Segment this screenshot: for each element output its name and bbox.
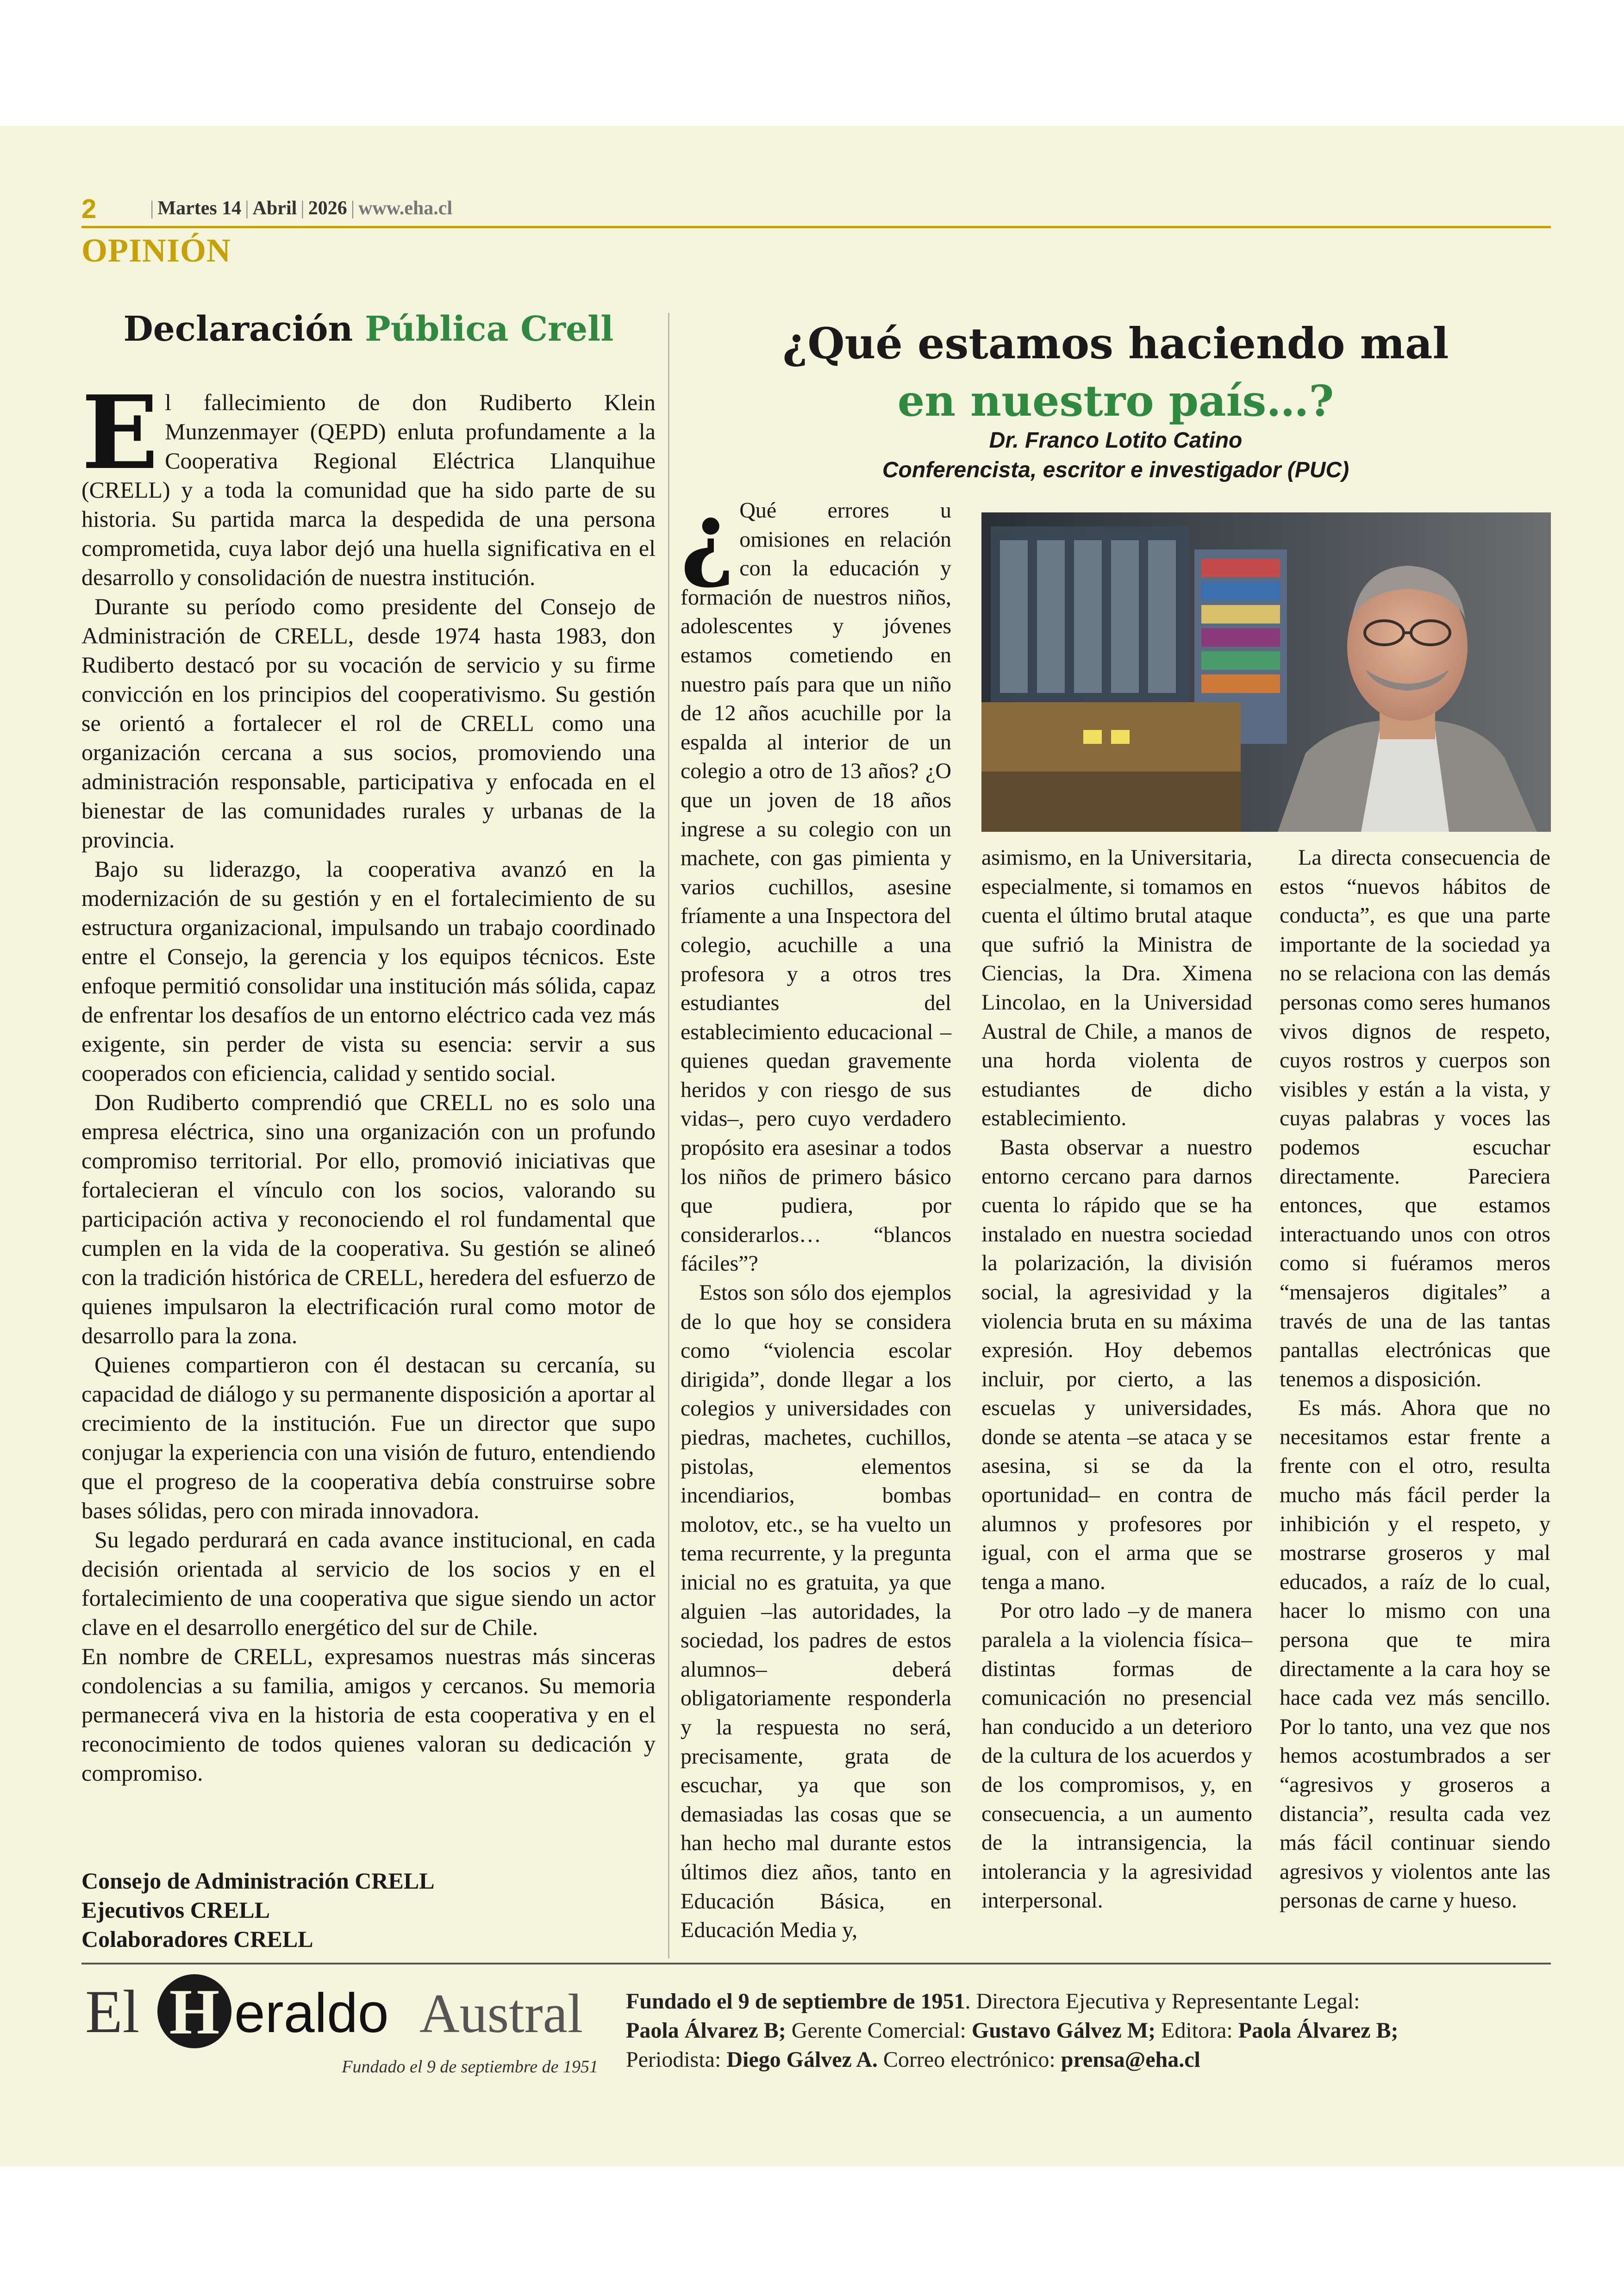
signature-line: Colaboradores CRELL	[81, 1926, 313, 1952]
manager-name: Gustavo Gálvez M;	[971, 2018, 1156, 2043]
paragraph: La directa consecuencia de estos “nuevos hábitos de conducta”, es que una parte importante de la sociedad ya no se relaciona con las demás personas como seres humanos vivos dignos de respeto, cuyos rostros y cuerpos son visibles y están a la vista, y cuyas palabras y voces las podemos escuchar directamente. Pareciera entonces, que estamos interactuando unos con otros como si fuéramos meros “mensajeros digitales” a través de una de las tantas pantallas electrónicas que tenemos a disposición.	[1280, 845, 1550, 1391]
author-photo	[981, 512, 1551, 832]
title-line-1: ¿Qué estamos haciendo mal	[782, 318, 1449, 368]
title-part-2: Pública Crell	[365, 309, 614, 349]
paragraph: En nombre de CRELL, expresamos nuestras más sinceras condolencias a su familia, amigos y cercanos. Su memoria permanecerá viva en la historia de esta cooperativa y en el reconocimiento de todos quienes valoran su dedicación y compromiso.	[81, 1643, 656, 1786]
journalist-name: Diego Gálvez A.	[726, 2047, 878, 2072]
author-role: Conferencista, escritor e investigador (PUC)	[882, 458, 1349, 482]
title-line-2: en nuestro país…?	[897, 376, 1334, 426]
paragraph: Basta observar a nuestro entorno cercano para darnos cuenta lo rápido que se ha instalado en nuestra sociedad la polarización, la división social, la agresividad y la violencia bruta en su máxima expresión. Hoy debemos incluir, por cierto, a las escuelas y universidades, donde se atenta –se ataca y se asesina, si se da la oportunidad– en contra de alumnos y profesores por igual, con el arma que se tenga a mano.	[981, 1135, 1252, 1594]
right-article-title	[681, 315, 1551, 430]
drop-cap: ¿	[681, 483, 735, 592]
paragraph: Qué errores u omisiones en relación con la educación y formación de nuestros niños, adolescentes y jóvenes estamos cometiendo en nuestro país para que un niño de 12 años acuchille por la espalda al interior de un colegio a otro de 13 años? ¿O que un joven de 18 años ingrese a su colegio con un machete, con gas pimienta y varios cuchillos, asesine fríamente a una Inspectora del colegio, acuchille a una profesora y a otros tres estudiantes del establecimiento educacional –quienes quedan gravemente heridos y con riesgo de sus vidas–, pero cuyo verdadero propósito era asesinar a todos los niños de primero básico que pudiera, por considerarlos… “blancos fáciles”?	[681, 498, 951, 1276]
signature-line: Ejecutivos CRELL	[81, 1897, 270, 1923]
article-column-3	[1280, 843, 1550, 1954]
paragraph: Estos son sólo dos ejemplos de lo que hoy se considera como “violencia escolar dirigida”, donde llegar a los colegios y universidades con piedras, machetes, cuchillos, pistolas, elementos incendiarios, bombas molotov, etc., se ha vuelto un tema recurrente, y la pregunta inicial no es gratuita, ya que alguien –las autoridades, la sociedad, los padres de estos alumnos– deberá obligatoriamente responderla y la respuesta no será, precisamente, grata de escuchar, ya que son demasiadas las cosas que se han hecho mal durante estos últimos diez años, tanto en Educación Básica, en Educación Media y,	[681, 1280, 951, 1943]
paragraph: Don Rudiberto comprendió que CRELL no es solo una empresa eléctrica, sino una organización con un profundo compromiso territorial. Por ello, promovió iniciativas que fortalecieran el vínculo con los socios, valorando su participación activa y reconociendo el rol fundamental que cumplen en la vida de la cooperativa. Su gestión se alineó con la tradición histórica de CRELL, heredera del esfuerzo de quienes impulsaron la electrificación rural como motor de desarrollo para la zona.	[81, 1089, 656, 1348]
manager-label: Gerente Comercial:	[791, 2018, 966, 2043]
paragraph: Bajo su liderazgo, la cooperativa avanzó en la modernización de su gestión y en el fortalecimiento de su estructura organizacional, impulsando un trabajo coordinado entre el Consejo, la gerencia y los equipos técnicos. Este enfoque permitió consolidar una institución más sólida, capaz de enfrentar los desafíos de un entorno eléctrico cada vez más exigente, sin perder de vista su esencia: servir a sus cooperados con eficiencia, calidad y sentido social.	[81, 856, 656, 1086]
logo-h: H	[169, 1976, 220, 2048]
paragraph: Su legado perdurará en cada avance institucional, en cada decisión orientada al servicio de los socios y en el fortalecimiento de una cooperativa que sigue siendo un actor clave en el desarrollo energético del sur de Chile.	[81, 1527, 656, 1640]
section-title: OPINIÓN	[81, 232, 231, 269]
signature-block	[81, 1866, 656, 1954]
logo-el: El	[85, 1977, 140, 2046]
date-month: Abril	[252, 198, 297, 219]
founded-text: Fundado el 9 de septiembre de 1951	[626, 1989, 965, 2014]
title-part-1: Declaración	[123, 309, 353, 349]
logo-tagline: Fundado el 9 de septiembre de 1951	[342, 2057, 598, 2077]
paragraph: l fallecimiento de don Rudiberto Klein Munzenmayer (QEPD) enluta profundamente a la Cooperativa Regional Eléctrica Llanquihue (CRELL) y a toda la comunidad que ha sido parte de su historia. Su partida marca la despedida de una persona comprometida, cuya labor dejó una huella significativa en el desarrollo y consolidación de nuestra institución.	[81, 389, 656, 590]
byline	[681, 426, 1551, 485]
editor-label: Editora:	[1161, 2018, 1233, 2043]
dateline: | Martes 14 | Abril | 2026 | www.eha.cl	[150, 198, 453, 219]
paragraph: asimismo, en la Universitaria, especialmente, si tomamos en cuenta el último brutal ataque que sufrió la Ministra de Ciencias, la Dra. Ximena Lincolao, en la Universidad Austral de Chile, a manos de una horda violenta de estudiantes de dicho establecimiento.	[981, 845, 1252, 1131]
email-link[interactable]: prensa@eha.cl	[1061, 2047, 1200, 2072]
paragraph: Quienes compartieron con él destacan su cercanía, su capacidad de diálogo y su permanente disposición a aportar al crecimiento de la institución. Fue un director que supo conjugar la experiencia con una visión de futuro, entendiendo que el progreso de la cooperativa debía construirse sobre bases sólidas, pero con mirada innovadora.	[81, 1352, 656, 1523]
author-name: Dr. Franco Lotito Catino	[989, 428, 1243, 453]
left-article-body	[81, 374, 656, 1788]
paragraph: Por otro lado –y de manera paralela a la violencia física– distintas formas de comunicación no presencial han conducido a un deterioro de la cultura de los acuerdos y de los compromisos, y, en consecuencia, a un aumento de la intransigencia, la intolerancia y la agresividad interpersonal.	[981, 1598, 1252, 1913]
newspaper-logo	[81, 1967, 605, 2051]
email-label: Correo electrónico:	[883, 2047, 1056, 2072]
page-header	[81, 193, 1551, 222]
left-article-title	[81, 309, 656, 349]
date-year: 2026	[308, 198, 347, 219]
journalist-label: Periodista:	[626, 2047, 721, 2072]
website-link[interactable]: www.eha.cl	[358, 198, 453, 219]
footer-divider	[81, 1963, 1551, 1964]
editor-name: Paola Álvarez B;	[1238, 2018, 1399, 2043]
director-label: . Directora Ejecutiva y Representante Legal:	[965, 1989, 1360, 2014]
column-divider	[668, 313, 669, 1958]
article-column-1	[681, 483, 951, 1954]
header-divider	[81, 226, 1551, 228]
director-name: Paola Álvarez B;	[626, 2018, 786, 2043]
drop-cap: E	[81, 374, 159, 492]
publisher-info	[626, 1987, 1552, 2074]
article-column-2	[981, 843, 1252, 1954]
date-day: Martes 14	[157, 198, 242, 219]
page-number: 2	[81, 194, 97, 224]
logo-eraldo: eraldo	[234, 1982, 389, 2044]
logo-austral: Austral	[419, 1983, 583, 2044]
signature-line: Consejo de Administración CRELL	[81, 1868, 435, 1894]
paragraph: Durante su período como presidente del Consejo de Administración de CRELL, desde 1974 hasta 1983, don Rudiberto destacó por su vocación de servicio y su firme convicción en los principios del cooperativismo. Su gestión se orientó a fortalecer el rol de CRELL como una organización cercana a sus socios, promoviendo una administración responsable, participativa y enfocada en el bienestar de las comunidades rurales y urbanas de la provincia.	[81, 593, 656, 853]
paragraph: Es más. Ahora que no necesitamos estar frente a frente con el otro, resulta mucho más fácil perder la inhibición y el respeto, y mostrarse groseros y mal educados, a raíz de lo cual, hacer lo mismo con una persona que te mira directamente a la cara hoy se hace cada vez más sencillo. Por lo tanto, una vez que nos hemos acostumbrados a ser “agresivos y groseros a distancia”, resulta cada vez más fácil continuar siendo agresivos y violentos ante las personas de carne y hueso.	[1280, 1396, 1550, 1913]
